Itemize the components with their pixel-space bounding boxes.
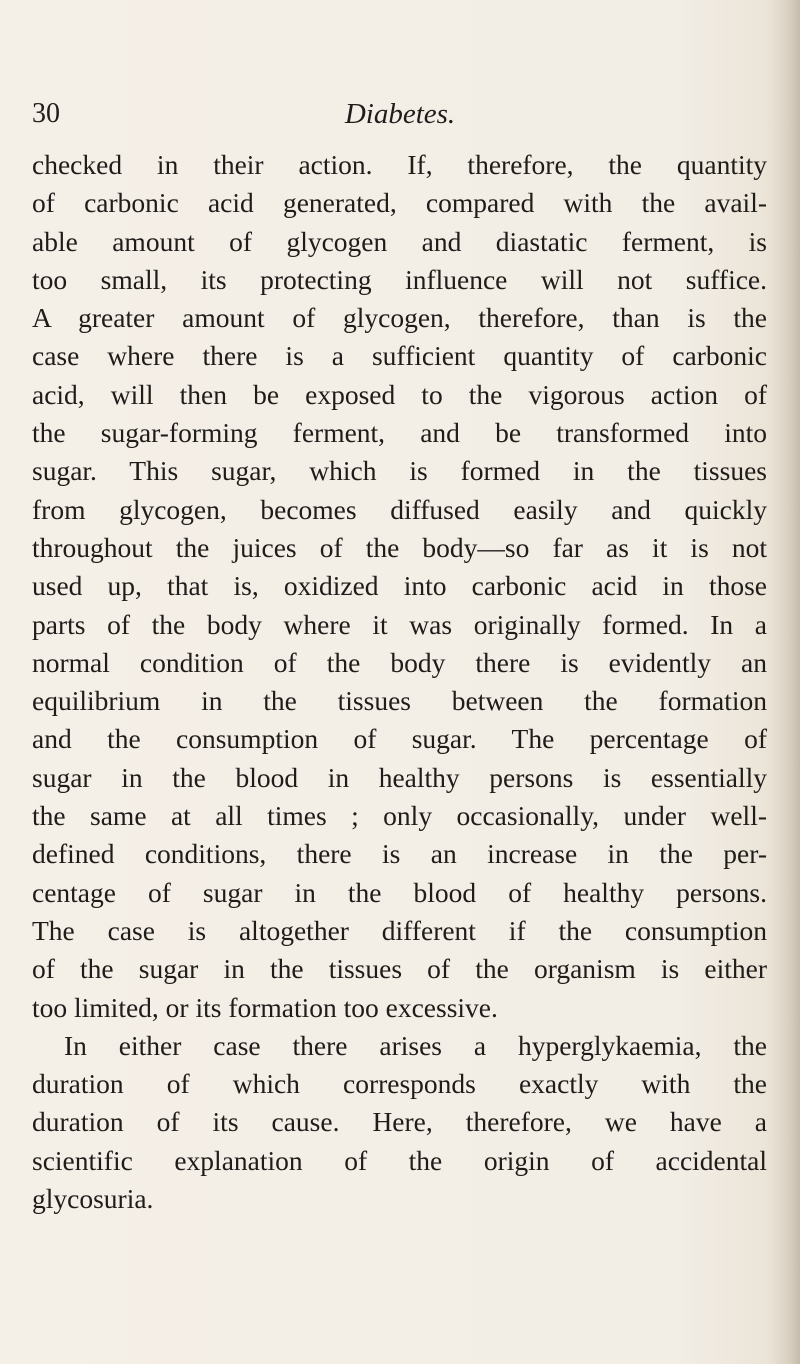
page-edge-shadow [772,0,800,1364]
text-line: glycosuria. [32,1183,154,1215]
text-line: throughout the juices of the body—so far as it is not [32,531,767,563]
text-line: duration of which corresponds exactly with the [32,1068,767,1100]
text-line: scientific explanation of the origin of accidental [32,1144,767,1176]
text-line: too limited, or its formation too excessive. [32,991,498,1023]
text-line: equilibrium in the tissues between the formation [32,685,767,717]
text-line: The case is altogether different if the consumption [32,914,767,946]
text-line: of the sugar in the tissues of the organism is either [32,953,767,985]
text-line: the same at all times ; only occasionally, under well- [32,800,767,832]
text-line: checked in their action. If, therefore, the quantity [32,149,767,180]
text-line: acid, will then be exposed to the vigorous action of [32,378,767,410]
text-line: duration of its cause. Here, therefore, we have a [32,1106,767,1138]
text-line: from glycogen, becomes diffused easily and quickly [32,493,767,525]
running-title: Diabetes. [344,98,456,130]
text-line: parts of the body where it was originally formed. In a [32,608,767,640]
text-line: A greater amount of glycogen, therefore, than is the [32,302,767,334]
text-line: too small, its protecting influence will not suffice. [32,263,767,295]
text-line: case where there is a sufficient quantity of carbonic [32,340,767,372]
text-line: normal condition of the body there is evidently an [32,646,767,678]
text-line: the sugar-forming ferment, and be transformed into [32,417,767,449]
text-line: centage of sugar in the blood of healthy persons. [32,876,767,908]
text-line: sugar. This sugar, which is formed in the tissues [32,455,767,487]
text-line: able amount of glycogen and diastatic ferment, is [32,225,767,257]
text-line: used up, that is, oxidized into carbonic acid in those [32,570,767,602]
text-line: sugar in the blood in healthy persons is essentially [32,761,767,793]
text-line: defined conditions, there is an increase in the per- [32,838,767,870]
paragraph-first-line: In either case there arises a hyperglykaemia, the [64,1029,767,1061]
body-text [32,146,767,1218]
page-number: 30 [32,98,60,129]
text-line: and the consumption of sugar. The percentage of [32,723,767,755]
text-line: of carbonic acid generated, compared with the avail- [32,187,767,219]
